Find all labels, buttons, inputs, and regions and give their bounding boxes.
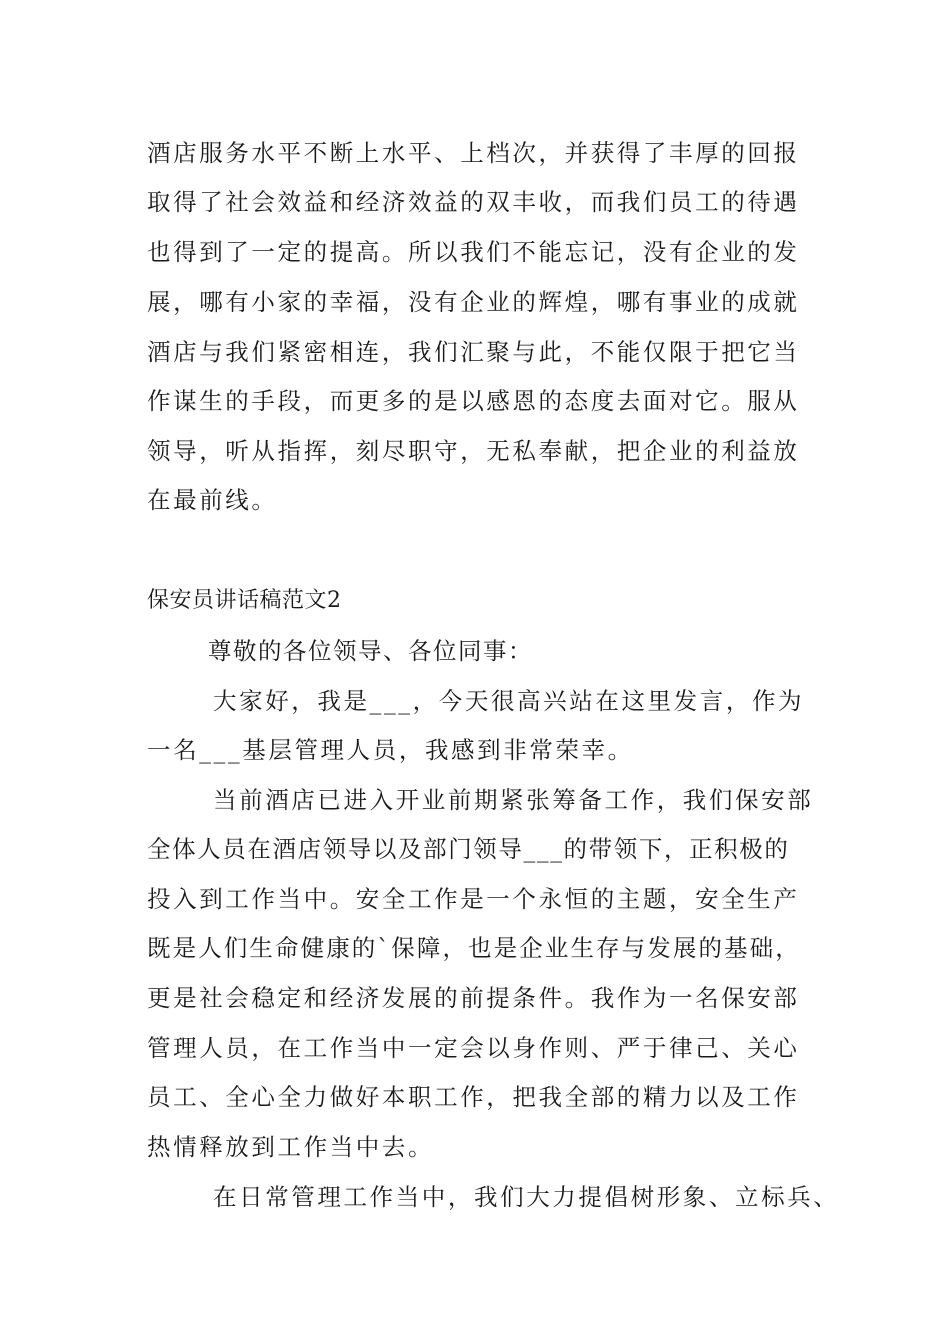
paragraph-line: 一名___基层管理人员，我感到非常荣幸。 (147, 736, 634, 764)
paragraph-line: 全体人员在酒店领导以及部门领导___的带领下，正积极的 (147, 835, 790, 863)
paragraph-line: 在日常管理工作当中，我们大力提倡树形象、立标兵、 (213, 1183, 840, 1211)
paragraph-line: 领导，听从指挥，刻尽职守，无私奉献，把企业的利益放 (147, 437, 800, 465)
paragraph-line: 也得到了一定的提高。所以我们不能忘记，没有企业的发 (147, 238, 800, 266)
paragraph-line: 展，哪有小家的幸福，没有企业的辉煌，哪有事业的成就 (147, 288, 800, 316)
section-title: 保安员讲话稿范文2 (147, 588, 342, 613)
paragraph-line: 在最前线。 (147, 486, 278, 514)
paragraph-line: 当前酒店已进入开业前期紧张筹备工作，我们保安部 (213, 786, 814, 814)
paragraph-line: 大家好，我是___，今天很高兴站在这里发言，作为 (213, 687, 805, 715)
paragraph-line: 热情释放到工作当中去。 (147, 1133, 435, 1161)
greeting: 尊敬的各位领导、各位同事： (208, 637, 533, 665)
paragraph-line: 管理人员，在工作当中一定会以身作则、严于律己、关心 (147, 1034, 800, 1062)
paragraph-line: 酒店与我们紧密相连，我们汇聚与此，不能仅限于把它当 (147, 338, 800, 366)
paragraph-line: 取得了社会效益和经济效益的双丰收，而我们员工的待遇 (147, 188, 800, 216)
paragraph-line: 既是人们生命健康的`保障，也是企业生存与发展的基础， (147, 934, 801, 962)
paragraph-line: 投入到工作当中。安全工作是一个永恒的主题，安全生产 (147, 885, 800, 913)
paragraph-line: 更是社会稳定和经济发展的前提条件。我作为一名保安部 (147, 984, 800, 1012)
paragraph-line: 酒店服务水平不断上水平、上档次，并获得了丰厚的回报 (147, 139, 800, 167)
paragraph-line: 作谋生的手段，而更多的是以感恩的态度去面对它。服从 (147, 387, 800, 415)
paragraph-line: 员工、全心全力做好本职工作，把我全部的精力以及工作 (147, 1083, 800, 1111)
